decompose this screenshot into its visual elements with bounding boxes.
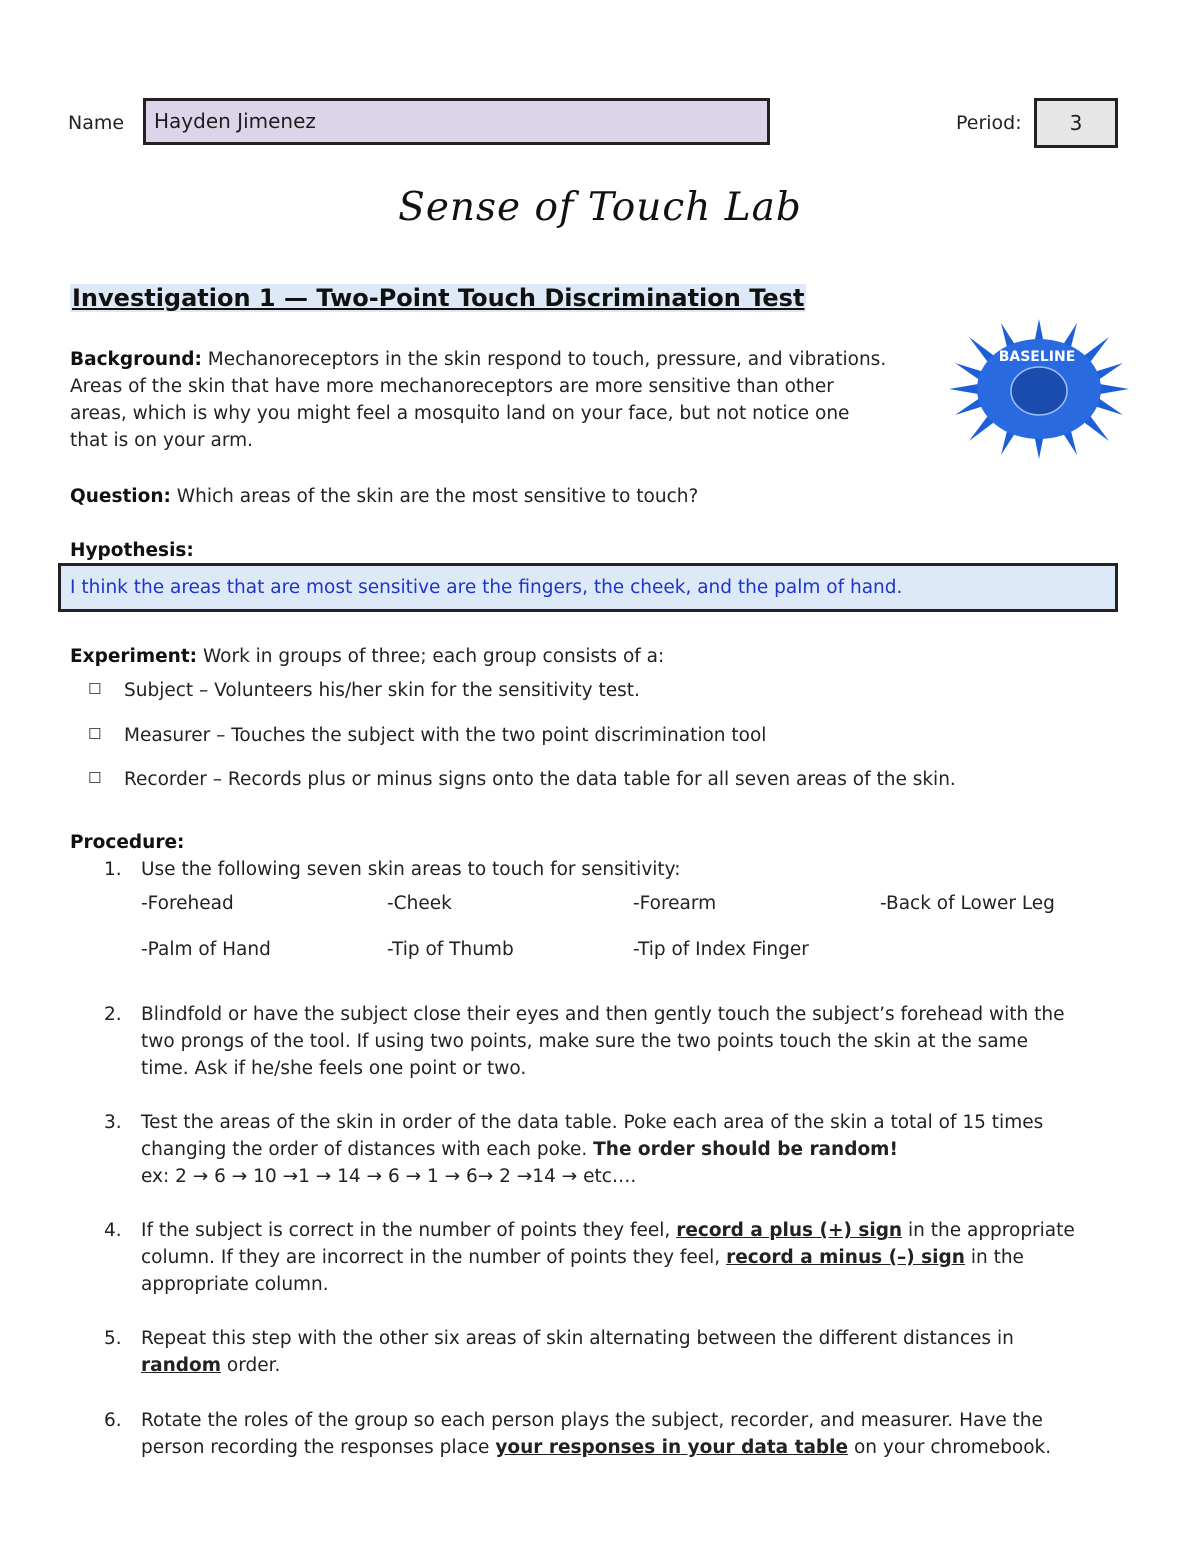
- procedure-step-6: 6. Rotate the roles of the group so each person plays the subject, recorder, and measurer. Have the person recording the responses place your responses in your data table on your chromebook.: [104, 1410, 1052, 1458]
- background-paragraph: [70, 346, 940, 454]
- background-line: Mechanoreceptors in the skin respond to touch, pressure, and vibrations.: [201, 349, 887, 370]
- background-line: areas, which is why you might feel a mosquito land on your face, but not notice one: [70, 403, 850, 424]
- procedure-step-4: 4. If the subject is correct in the number of points they feel, record a plus (+) sign in the appropriate column. If they are incorrect in the number of points they feel, record a minus (–) sign in the appropriate column.: [104, 1220, 1075, 1295]
- skin-area: -Back of Lower Leg: [880, 893, 1055, 914]
- period-field[interactable]: 3: [1034, 98, 1118, 148]
- procedure-label: Procedure:: [70, 832, 185, 853]
- checkbox-icon: ☐: [88, 680, 102, 698]
- background-label: Background:: [70, 349, 202, 370]
- procedure-step-3: 3. Test the areas of the skin in order of the data table. Poke each area of the skin a total of 15 times changing the order of distances with each poke. The order should be random! ex: 2 → 6 → 10 →1 → 14 → 6 → 1 → 6→ 2 →14 → etc….: [104, 1112, 1044, 1187]
- page-title: Sense of Touch Lab: [398, 185, 802, 230]
- procedure-step-5: 5. Repeat this step with the other six areas of skin alternating between the different distances in random order.: [104, 1328, 1014, 1376]
- experiment-label: Experiment:: [70, 646, 198, 667]
- experiment-text: Work in groups of three; each group consists of a:: [197, 646, 665, 667]
- hypothesis-label: Hypothesis:: [70, 540, 194, 561]
- role-item: ☐ Recorder – Records plus or minus signs onto the data table for all seven areas of the skin.: [88, 769, 956, 790]
- question-line: [70, 483, 698, 510]
- discrimination-tool-image: [948, 318, 1130, 460]
- procedure-step-2: 2. Blindfold or have the subject close their eyes and then gently touch the subject’s forehead with the two prongs of the tool. If using two points, make sure the two points touch the skin at the same time. Ask if he/she feels one point or two.: [104, 1004, 1065, 1079]
- investigation-title: Investigation 1 — Two-Point Touch Discrimination Test: [72, 284, 805, 312]
- skin-area: -Cheek: [387, 893, 452, 914]
- badge-label: BASELINE: [998, 349, 1076, 365]
- role-item: ☐ Measurer – Touches the subject with the two point discrimination tool: [88, 725, 767, 746]
- period-label: Period:: [956, 112, 1022, 134]
- checkbox-icon: ☐: [88, 769, 102, 787]
- name-label: Name: [68, 112, 125, 134]
- checkbox-icon: ☐: [88, 725, 102, 743]
- name-field[interactable]: Hayden Jimenez: [143, 98, 770, 145]
- experiment-line: [70, 643, 664, 670]
- procedure-step-1: 1. Use the following seven skin areas to touch for sensitivity:: [104, 859, 681, 880]
- skin-area: -Tip of Thumb: [387, 939, 514, 960]
- background-line: Areas of the skin that have more mechanoreceptors are more sensitive than other: [70, 376, 834, 397]
- skin-area: -Forehead: [141, 893, 234, 914]
- background-line: that is on your arm.: [70, 430, 254, 451]
- question-label: Question:: [70, 486, 171, 507]
- skin-area: -Tip of Index Finger: [633, 939, 809, 960]
- role-item: ☐ Subject – Volunteers his/her skin for the sensitivity test.: [88, 680, 640, 701]
- question-text: Which areas of the skin are the most sensitive to touch?: [170, 486, 699, 507]
- skin-area: -Palm of Hand: [141, 939, 271, 960]
- skin-area: -Forearm: [633, 893, 717, 914]
- hypothesis-answer-field[interactable]: I think the areas that are most sensitive are the fingers, the cheek, and the palm of hand.: [58, 563, 1118, 612]
